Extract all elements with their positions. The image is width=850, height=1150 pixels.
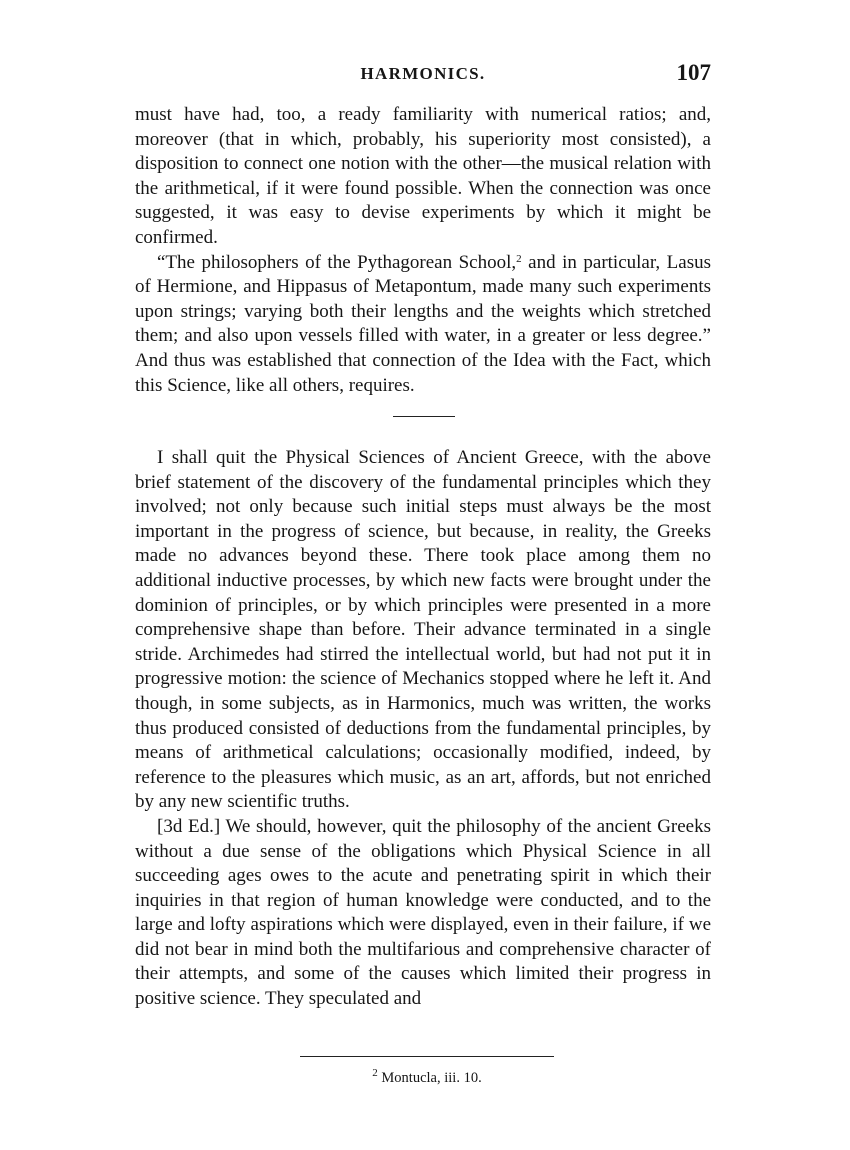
- quotation-text-start: “The philosophers of the Pythagorean School,: [157, 251, 517, 273]
- page-header: [135, 60, 711, 90]
- text-block-lower: [135, 446, 711, 1012]
- footnote-reference: 2: [516, 252, 522, 265]
- section-divider-rule: [393, 416, 455, 417]
- paragraph-third-edition: [3d Ed.] We should, however, quit the philosophy of the ancient Greeks without a due sense of the obligations which Physical Science in all succeeding ages owes to the acute and penetrating spirit in which their inquiries in that region of human knowledge were conducted, and to the large and lofty aspirations which were displayed, even in their failure, if we did not bear in mind both the multifarious and comprehensive character of their attempts, and some of the causes which limited their progress in positive science. They speculated and: [135, 815, 711, 1010]
- footnote-marker: 2: [372, 1067, 378, 1079]
- footnote-text: Montucla, iii. 10.: [377, 1070, 482, 1086]
- quotation-text-rest: and in particular, Lasus of Hermione, and Hippasus of Metapontum, made many such experiments upon strings; varying both their lengths and the weights which stretched them; and also upon vessels filled with water, in a greater or less degree.” And thus was established that connection of the Idea with the Fact, which this Science, like all others, requires.: [135, 251, 711, 396]
- paragraph-quotation: [135, 251, 711, 399]
- running-title: HARMONICS.: [360, 64, 486, 83]
- paragraph-continued: must have had, too, a ready familiarity with numerical ratios; and, moreover (that in which, probably, his superiority most consisted), a disposition to connect one notion with the other—the musical relation with the arithmetical, if it were found possible. When the connection was once suggested, it was easy to devise experiments by which it might be confirmed.: [135, 104, 711, 248]
- text-block-upper: [135, 103, 711, 398]
- footnote-rule: [300, 1056, 554, 1057]
- paragraph-conclusion: I shall quit the Physical Sciences of Ancient Greece, with the above brief statement of the discovery of the fundamental principles which they involved; not only because such initial steps must always be the most important in the progress of science, but because, in reality, the Greeks made no advances beyond these. There took place among them no additional inductive processes, by which new facts were brought under the dominion of principles, or by which principles were presented in a more comprehensive shape than before. Their advance terminated in a single stride. Archimedes had stirred the intellectual world, but had not put it in progressive motion: the science of Mechanics stopped where he left it. And though, in some subjects, as in Harmonics, much was written, the works thus produced consisted of deductions from the fundamental principles, by means of arithmetical calculations; occasionally modified, indeed, by reference to the pleasures which music, as an art, affords, but not enriched by any new scientific truths.: [135, 447, 711, 813]
- page-number: 107: [676, 60, 711, 85]
- footnote: [300, 1067, 554, 1087]
